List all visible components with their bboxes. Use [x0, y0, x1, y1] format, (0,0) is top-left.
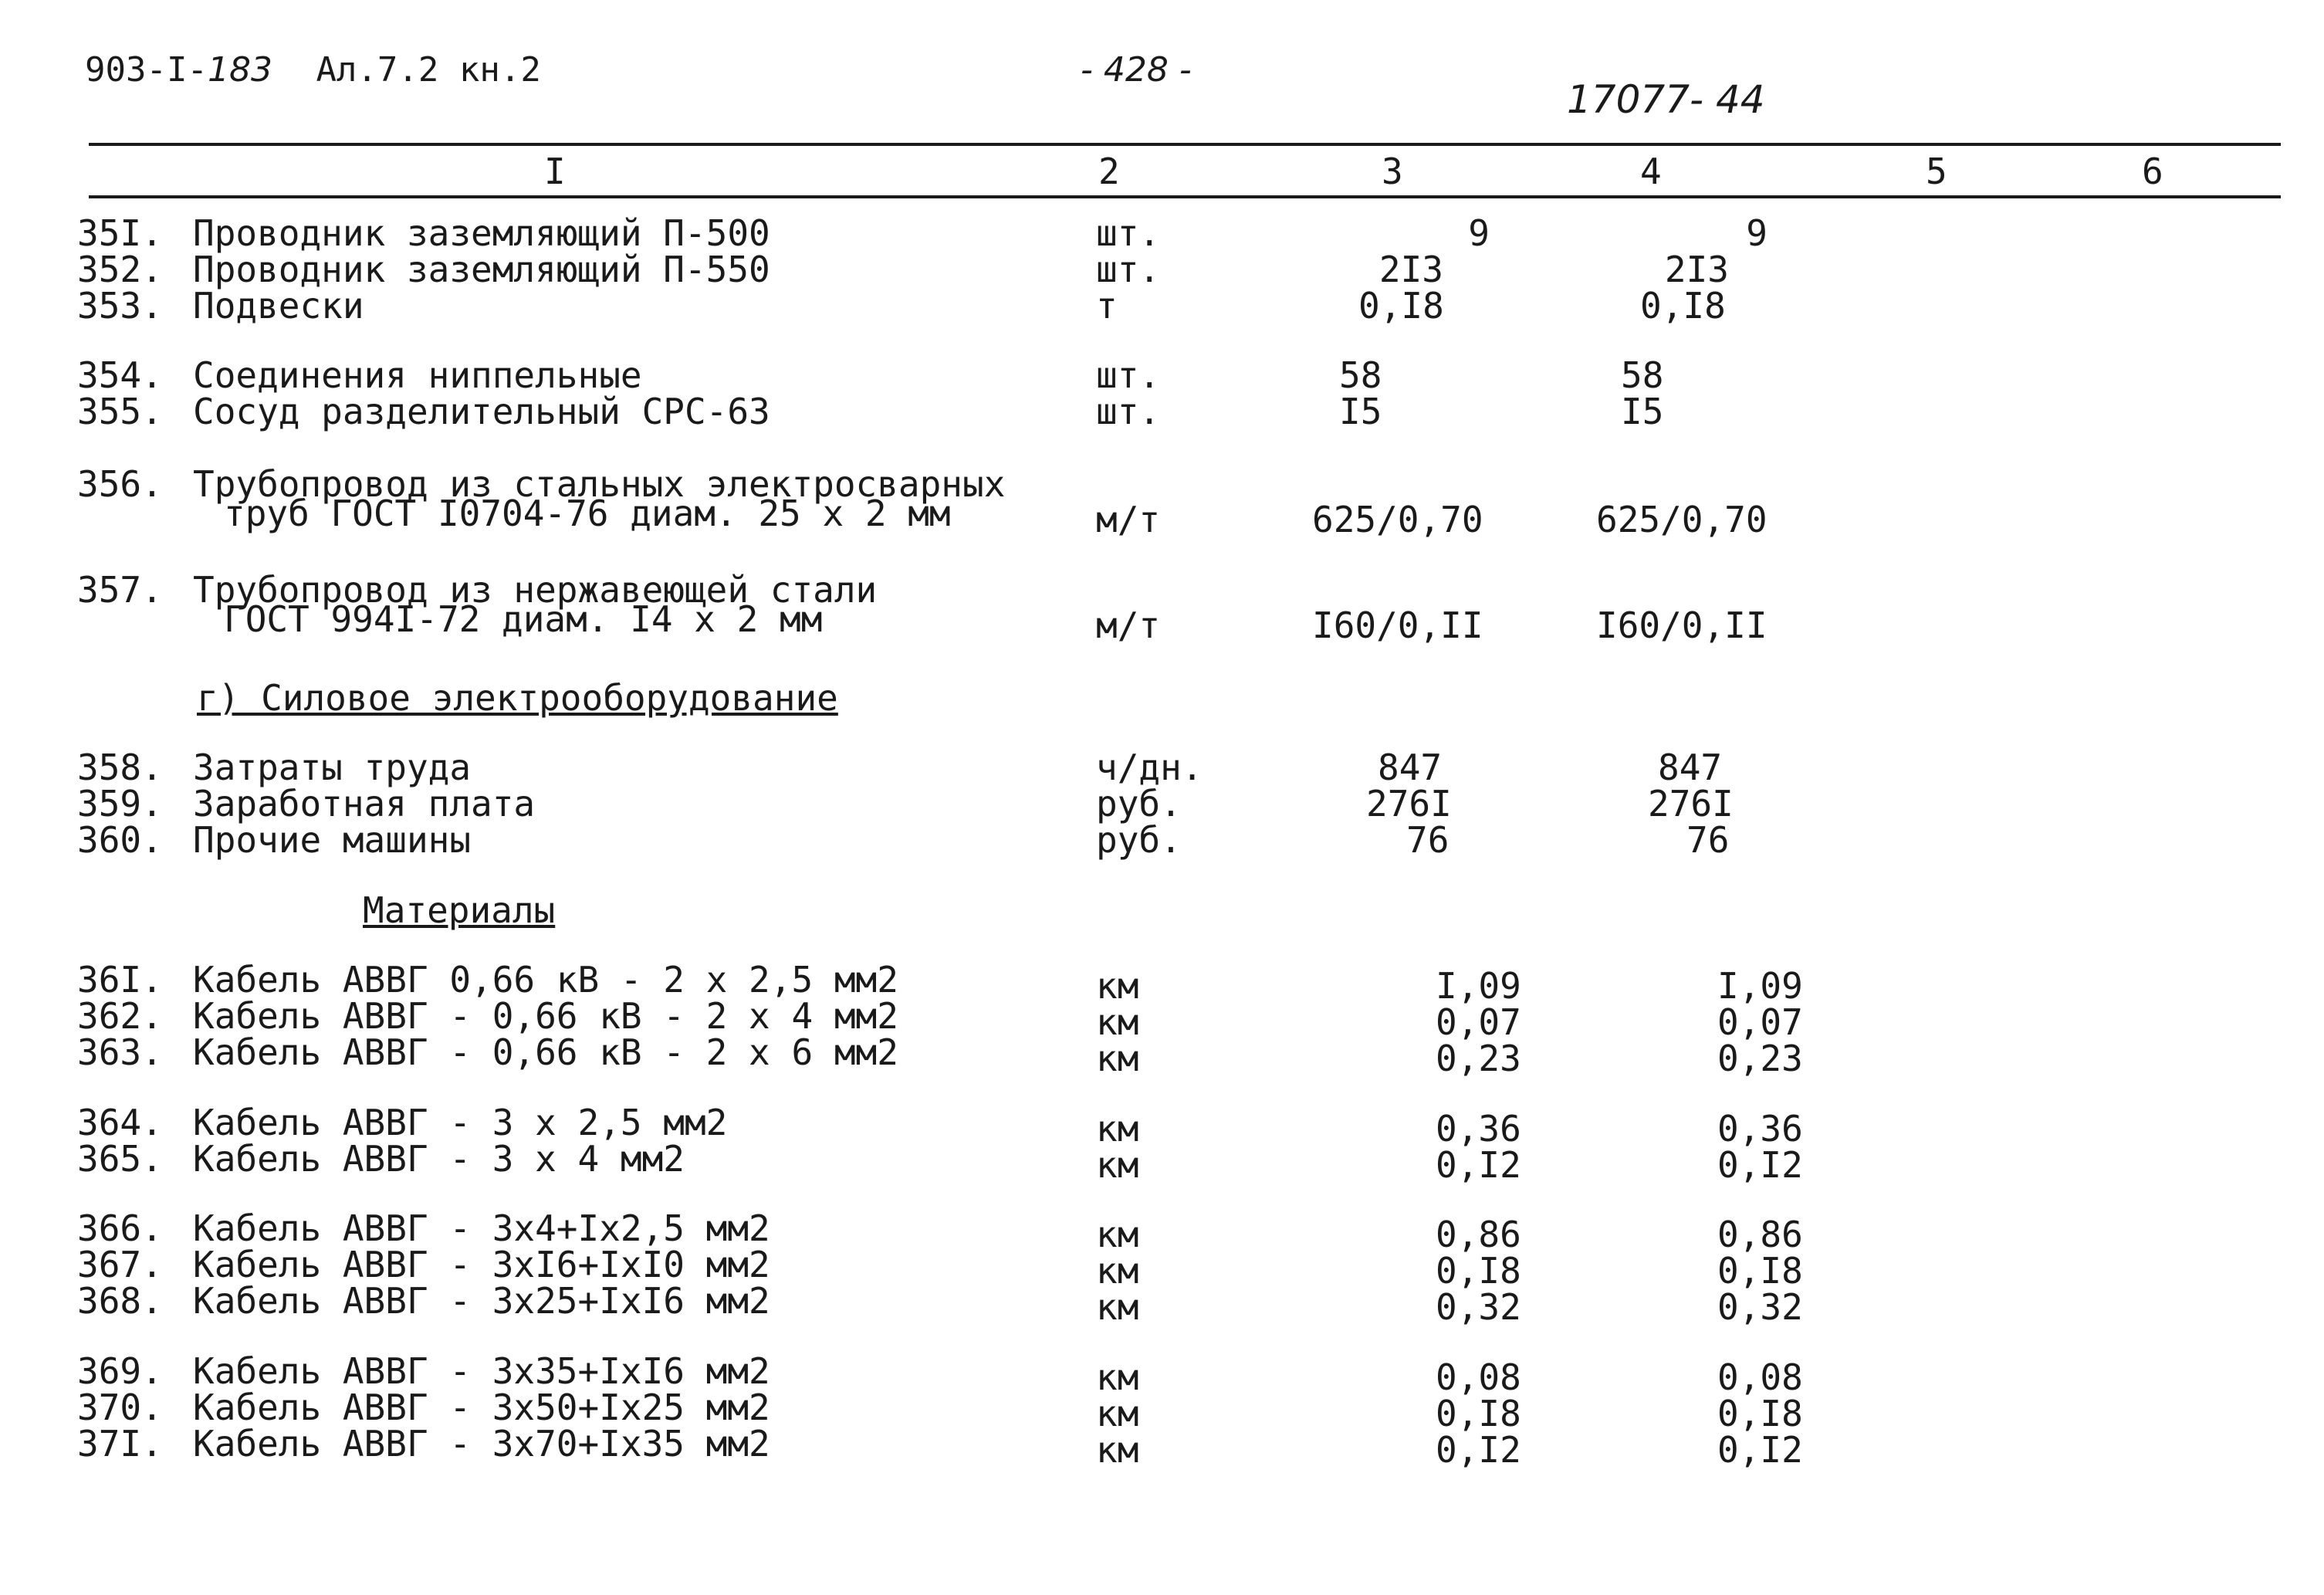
- row-unit: ч/дн.: [1096, 747, 1203, 788]
- row-name: Кабель АВВГ - 3х35+IхI6 мм2: [193, 1350, 770, 1392]
- row-number: 362.: [77, 995, 163, 1037]
- row-name: Кабель АВВГ - 0,66 кВ - 2 х 6 мм2: [193, 1031, 898, 1073]
- table-row: [77, 571, 2238, 645]
- section-power-equipment: г) Силовое электрооборудование: [197, 677, 838, 719]
- row-col3: 9: [1468, 212, 1490, 254]
- row-number: 365.: [77, 1138, 163, 1180]
- row-name-line2: ГОСТ 994I-72 диам. I4 х 2 мм: [224, 598, 823, 640]
- row-col4: 9: [1746, 212, 1768, 254]
- row-name: Проводник заземляющий П-500: [193, 212, 770, 254]
- row-col3: 0,36: [1436, 1108, 1521, 1150]
- row-name: Затраты труда: [193, 747, 472, 788]
- col-header-3: 3: [1382, 151, 1403, 192]
- row-col4: I60/0,II: [1596, 604, 1768, 646]
- row-col3: I,09: [1436, 965, 1521, 1007]
- row-number: 355.: [77, 391, 163, 432]
- row-col3: 276I: [1366, 783, 1452, 825]
- row-col4: I5: [1621, 391, 1664, 432]
- table-row: [77, 749, 2238, 786]
- row-unit: км: [1096, 1038, 1139, 1079]
- row-unit: руб.: [1096, 783, 1182, 825]
- row-col3: 58: [1339, 354, 1382, 396]
- row-number: 369.: [77, 1350, 163, 1392]
- row-name: Соединения ниппельные: [193, 354, 642, 396]
- row-col3: 847: [1378, 747, 1443, 788]
- row-name: Подвески: [193, 285, 364, 327]
- row-name: Кабель АВВГ - 3х50+Iх25 мм2: [193, 1387, 770, 1428]
- row-number: 359.: [77, 783, 163, 825]
- row-col4: 847: [1658, 747, 1723, 788]
- doc-code: [85, 50, 541, 90]
- doc-code-suffix: Ал.7.2 кн.2: [316, 50, 541, 90]
- table-row: [77, 783, 2238, 825]
- row-unit: км: [1096, 965, 1139, 1007]
- row-number: 363.: [77, 1031, 163, 1073]
- col-header-4: 4: [1640, 151, 1662, 192]
- table-row: [77, 1423, 2238, 1471]
- row-col4: 0,36: [1717, 1108, 1803, 1150]
- row-unit: км: [1096, 1250, 1139, 1292]
- row-col4: 0,I8: [1640, 285, 1726, 327]
- section-materials: Материалы: [363, 889, 556, 931]
- row-number: 354.: [77, 354, 163, 396]
- row-col4: 625/0,70: [1596, 499, 1768, 540]
- row-number: 358.: [77, 747, 163, 788]
- row-unit: км: [1096, 1356, 1139, 1398]
- table-row: [77, 995, 2238, 1043]
- row-col4: 0,I8: [1717, 1250, 1803, 1292]
- row-name: Кабель АВВГ - 3хI6+IхI0 мм2: [193, 1244, 770, 1285]
- row-col3: 625/0,70: [1312, 499, 1483, 540]
- row-unit: руб.: [1096, 819, 1182, 861]
- row-name: Заработная плата: [193, 783, 536, 825]
- row-col4: 0,I2: [1717, 1429, 1803, 1471]
- row-number: 37I.: [77, 1423, 163, 1465]
- row-name: [193, 571, 877, 638]
- row-unit: км: [1096, 1001, 1139, 1043]
- row-unit: шт.: [1096, 354, 1161, 396]
- col-header-1: I: [544, 151, 566, 192]
- row-number: 368.: [77, 1280, 163, 1322]
- row-unit: м/т: [1096, 499, 1161, 540]
- row-col3: 0,08: [1436, 1356, 1521, 1398]
- row-col3: 0,I8: [1358, 285, 1444, 327]
- doc-code-prefix: 903-I-: [85, 50, 208, 90]
- row-col3: 2I3: [1379, 249, 1443, 290]
- row-number: 352.: [77, 249, 163, 290]
- table-row: [77, 1207, 2238, 1255]
- row-unit: шт.: [1096, 391, 1161, 432]
- row-col4: 276I: [1648, 783, 1734, 825]
- row-col4: 0,32: [1717, 1286, 1803, 1328]
- row-number: 353.: [77, 285, 163, 327]
- row-col3: 0,07: [1436, 1001, 1521, 1043]
- stamp-number: 17077- 44: [1567, 77, 1765, 122]
- row-number: 35I.: [77, 212, 163, 254]
- row-unit: км: [1096, 1144, 1139, 1186]
- row-name: Кабель АВВГ - 3х70+Iх35 мм2: [193, 1423, 770, 1465]
- row-col4: 76: [1686, 819, 1730, 861]
- row-col3: I60/0,II: [1312, 604, 1483, 646]
- row-col3: 0,I2: [1436, 1144, 1521, 1186]
- row-unit: км: [1096, 1393, 1139, 1434]
- table-row: [77, 1138, 2238, 1186]
- row-col4: 0,07: [1717, 1001, 1803, 1043]
- table-row: [77, 959, 2238, 1007]
- row-col3: 0,32: [1436, 1286, 1521, 1328]
- row-col3: 76: [1406, 819, 1450, 861]
- row-unit: м/т: [1096, 604, 1161, 646]
- header-bottom-rule: [89, 195, 2281, 198]
- page-number: - 428 -: [1081, 50, 1192, 90]
- table-row: [77, 393, 2238, 430]
- row-col4: 2I3: [1664, 249, 1729, 290]
- row-col3: 0,I2: [1436, 1429, 1521, 1471]
- col-header-6: 6: [2142, 151, 2163, 192]
- row-unit: км: [1096, 1429, 1139, 1471]
- row-name: Кабель АВВГ 0,66 кВ - 2 х 2,5 мм2: [193, 959, 898, 1001]
- table-row: [77, 463, 2238, 540]
- table-row: [77, 285, 2238, 327]
- row-name: Кабель АВВГ - 3х4+Iх2,5 мм2: [193, 1207, 770, 1249]
- row-unit: км: [1096, 1214, 1139, 1255]
- row-col4: 0,23: [1717, 1038, 1803, 1079]
- row-name: Кабель АВВГ - 0,66 кВ - 2 х 4 мм2: [193, 995, 898, 1037]
- row-name: Сосуд разделительный СРС-63: [193, 391, 770, 432]
- row-col4: 0,I8: [1717, 1393, 1803, 1434]
- table-row: [77, 1387, 2238, 1434]
- row-name-line1: Трубопровод из стальных электросварных: [193, 463, 1006, 505]
- row-number: 356.: [77, 463, 163, 505]
- row-unit: км: [1096, 1108, 1139, 1150]
- row-col3: 0,I8: [1436, 1250, 1521, 1292]
- row-col4: 0,86: [1717, 1214, 1803, 1255]
- row-col4: 58: [1621, 354, 1664, 396]
- doc-code-handwritten: 183: [207, 50, 272, 90]
- row-col4: 0,I2: [1717, 1144, 1803, 1186]
- table-row: [77, 1031, 2238, 1079]
- row-col3: 0,23: [1436, 1038, 1521, 1079]
- row-name: Кабель АВВГ - 3 х 2,5 мм2: [193, 1102, 728, 1143]
- table-row: [77, 1244, 2238, 1292]
- table-row: [77, 1350, 2238, 1398]
- col-header-5: 5: [1926, 151, 1947, 192]
- row-name: Проводник заземляющий П-550: [193, 249, 770, 290]
- table-row: [77, 1280, 2238, 1328]
- row-number: 364.: [77, 1102, 163, 1143]
- row-col3: 0,86: [1436, 1214, 1521, 1255]
- row-col3: I5: [1339, 391, 1382, 432]
- table-row: [77, 212, 2238, 254]
- row-number: 357.: [77, 569, 163, 611]
- row-col4: 0,08: [1717, 1356, 1803, 1398]
- row-name: Кабель АВВГ - 3х25+IхI6 мм2: [193, 1280, 770, 1322]
- table-row: [77, 354, 2238, 396]
- row-col4: I,09: [1717, 965, 1803, 1007]
- row-name: Кабель АВВГ - 3 х 4 мм2: [193, 1138, 685, 1180]
- table-row: [77, 819, 2238, 861]
- table-row: [77, 1102, 2238, 1150]
- row-number: 367.: [77, 1244, 163, 1285]
- table-row: [77, 251, 2238, 288]
- top-rule: [89, 143, 2281, 146]
- row-unit: т: [1096, 285, 1118, 327]
- row-name: Прочие машины: [193, 819, 472, 861]
- row-unit: км: [1096, 1286, 1139, 1328]
- row-number: 360.: [77, 819, 163, 861]
- row-name: [193, 463, 1006, 534]
- row-number: 366.: [77, 1207, 163, 1249]
- row-name-line1: Трубопровод из нержавеющей стали: [193, 569, 878, 611]
- row-unit: шт.: [1096, 212, 1161, 254]
- row-col3: 0,I8: [1436, 1393, 1521, 1434]
- col-header-2: 2: [1098, 151, 1120, 192]
- row-number: 370.: [77, 1387, 163, 1428]
- row-number: 36I.: [77, 959, 163, 1001]
- row-name-line2: труб ГОСТ I0704-76 диам. 25 х 2 мм: [224, 493, 951, 534]
- row-unit: шт.: [1096, 249, 1161, 290]
